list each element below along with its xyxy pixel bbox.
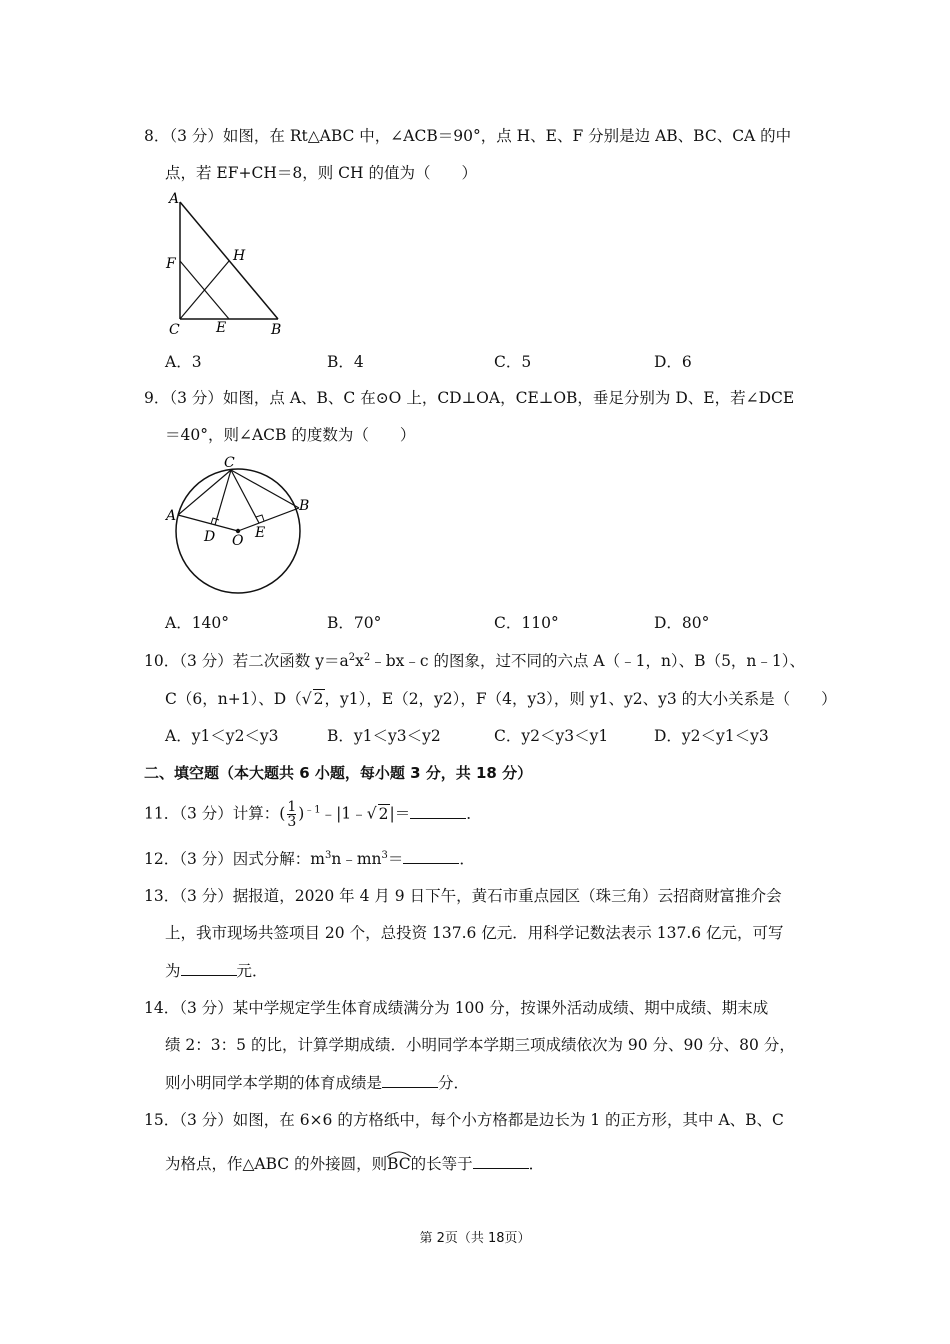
q8-label-b: B — [271, 322, 282, 338]
q10-text-d: C（6，n+1）、D（ — [165, 690, 302, 708]
q8-line2: 点，若 EF+CH＝8，则 CH 的值为（ ） — [165, 164, 477, 182]
q11-sup: ﹣1 — [304, 804, 321, 816]
q14-line1: 14．（3 分）某中学规定学生体育成绩满分为 100 分，按课外活动成绩、期中成绩、期末成 — [144, 999, 769, 1017]
q9-line2: ＝40°，则∠ACB 的度数为（ ） — [165, 426, 416, 444]
q11-fraction — [287, 800, 296, 829]
q8-label-h: H — [233, 248, 246, 264]
q11-frac-den: 3 — [287, 814, 297, 830]
q11-after: ﹣|1﹣ — [320, 804, 367, 823]
q10-line1 — [144, 649, 805, 671]
q15-answer-blank[interactable] — [473, 1154, 529, 1169]
q10-text-a: 10．（3 分）若二次函数 y＝a — [144, 652, 349, 670]
q9-segment-cd — [215, 470, 231, 525]
q11-prefix: 11．（3 分）计算：( — [144, 804, 286, 823]
q14-line3 — [165, 1071, 469, 1093]
q10-option-d: D．y2＜y1＜y3 — [654, 727, 769, 745]
q15-arc-mark — [386, 1150, 412, 1158]
q8-option-a: A．3 — [165, 353, 202, 371]
q13-text-a: 为 — [165, 962, 181, 980]
q8-label-c: C — [169, 322, 180, 338]
q9-option-b: B．70° — [327, 614, 382, 632]
q9-line1: 9．（3 分）如图，点 A、B、C 在⊙O 上，CD⊥OA，CE⊥OB，垂足分别为 D、E，若∠DCE — [144, 389, 795, 407]
q9-option-c: C．110° — [494, 614, 559, 632]
q9-figure — [160, 452, 320, 602]
q15-line2 — [165, 1152, 544, 1174]
q10-option-a: A．y1＜y2＜y3 — [165, 727, 279, 745]
q8-figure — [160, 190, 290, 338]
q8-option-d: D．6 — [654, 353, 692, 371]
q9-label-a: A — [166, 508, 177, 524]
q10-text-f: 1），E（2，y2），F（4，y3），则 y1、y2、y3 的大小关系是（ ） — [348, 690, 837, 708]
q11-end: ． — [466, 804, 482, 823]
q13-line2: 上，我市现场共签项目 20 个，总投资 137.6 亿元．用科学记数法表示 137.6 亿元，可写 — [165, 924, 784, 942]
q12-tail: ＝ — [387, 850, 404, 868]
q10-sup-a: 2 — [348, 651, 356, 663]
q9-chord-ac — [178, 470, 231, 515]
q11-sqrt: 2 — [378, 804, 389, 823]
q8-label-a: A — [169, 191, 180, 207]
q13-line1: 13．（3 分）据报道，2020 年 4 月 9 日下午，黄石市重点园区（珠三角）云招商财富推介会 — [144, 887, 782, 905]
q15-text-b: 的长等于 — [410, 1155, 473, 1173]
q9-label-e: E — [255, 525, 266, 541]
q9-label-b: B — [299, 498, 310, 514]
q8-option-c: C．5 — [494, 353, 532, 371]
q12-mid: n﹣mn — [331, 850, 382, 868]
q10-sqrt: 2 — [313, 690, 324, 708]
q13-answer-blank[interactable] — [181, 961, 237, 976]
q10-text-b: x — [355, 652, 364, 670]
q8-label-e: E — [216, 320, 227, 336]
q12-end: ． — [459, 850, 475, 868]
page-footer: 第 2页（共 18页） — [419, 1231, 531, 1246]
section-2-heading: 二、填空题（本大题共 6 小题，每小题 3 分，共 18 分） — [144, 764, 533, 782]
q14-answer-blank[interactable] — [382, 1073, 438, 1088]
q14-text-b: 分． — [438, 1074, 470, 1092]
q9-option-a: A．140° — [165, 614, 230, 632]
q8-label-f: F — [166, 256, 176, 272]
q11-mid: ) — [298, 804, 305, 823]
q9-option-d: D．80° — [654, 614, 710, 632]
q10-option-b: B．y1＜y3＜y2 — [327, 727, 441, 745]
q8-option-b: B．4 — [327, 353, 364, 371]
q11-tail: |＝ — [389, 804, 411, 823]
q15-line1: 15．（3 分）如图，在 6×6 的方格纸中，每个小方格都是边长为 1 的正方形，其中 A、B、C — [144, 1111, 784, 1129]
q11-frac-num: 1 — [287, 799, 297, 815]
q10-line2: C（6，n+1）、D（√ 2，y1），E（2，y2），F（4，y3），则 y1、y2、y3 的大小关系是（ ） — [165, 690, 837, 708]
q9-label-o: O — [232, 533, 244, 549]
q14-line2: 绩 2：3：5 的比，计算学期成绩．小明同学本学期三项成绩依次为 90 分、90 分、80 分， — [165, 1036, 795, 1054]
q12-prefix: 12．（3 分）因式分解：m — [144, 850, 325, 868]
q13-line3 — [165, 959, 268, 981]
q11-line: 11．（3 分）计算：( $\frac{1}{3}$ )$^{﹣1}$﹣|1﹣√ 2|＝ ． — [144, 799, 482, 830]
q9-radius-ob — [238, 508, 299, 531]
q12-sup1: 3 — [324, 849, 332, 861]
q9-label-d: D — [204, 529, 216, 545]
q13-text-b: 元． — [236, 962, 268, 980]
q10-option-c: C．y2＜y3＜y1 — [494, 727, 609, 745]
q15-end: ． — [528, 1155, 545, 1173]
q15-arc — [387, 1155, 411, 1173]
q10-sup-b: 2 — [363, 651, 371, 663]
q10-text-e: ，y — [324, 690, 349, 708]
q12-sup2: 3 — [381, 849, 388, 861]
q12-line — [144, 847, 475, 869]
q15-text-a: 为格点，作△ABC 的外接圆，则 — [165, 1155, 388, 1173]
q8-line1: 8．（3 分）如图，在 Rt△ABC 中，∠ACB＝90°，点 H、E、F 分别是边 AB、BC、CA 的中 — [144, 127, 792, 145]
q11-answer-blank[interactable] — [410, 804, 466, 819]
q12-answer-blank[interactable] — [403, 849, 459, 864]
q9-label-c: C — [224, 455, 235, 471]
q14-text-a: 则小明同学本学期的体育成绩是 — [165, 1074, 383, 1092]
q10-text-c: ﹣bx﹣c 的图象，过不同的六点 A（﹣1，n）、B（5，n﹣1）、 — [370, 652, 806, 670]
q15-arc-label: BC — [387, 1155, 411, 1173]
